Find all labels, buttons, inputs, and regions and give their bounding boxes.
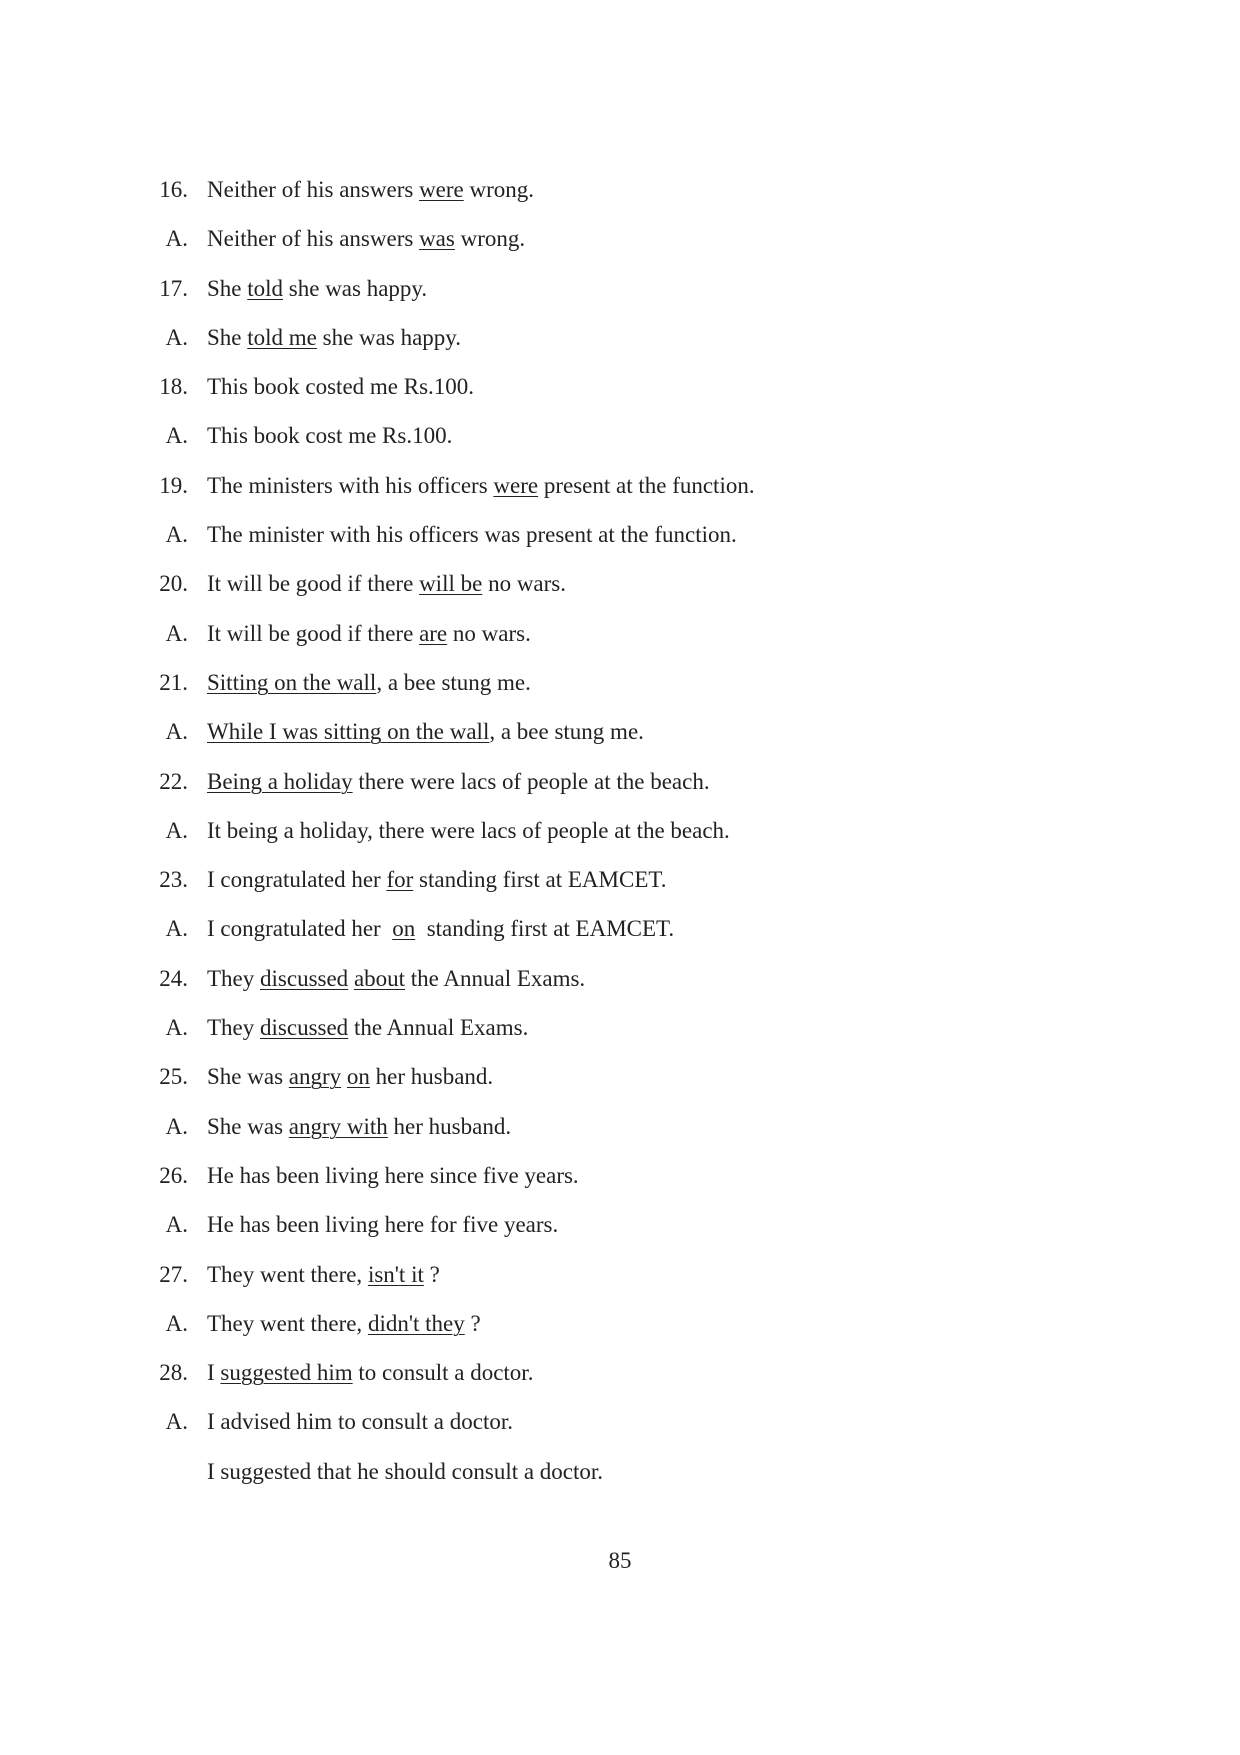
line-text	[207, 1213, 558, 1237]
line-label: A.	[165, 324, 188, 350]
question-line	[0, 1065, 1240, 1114]
text-segment: She was	[207, 1064, 289, 1090]
text-segment: wrong.	[463, 177, 535, 202]
question-line	[0, 178, 1240, 227]
text-segment: she was happy.	[316, 324, 462, 350]
line-text	[207, 572, 566, 596]
question-line	[0, 277, 1240, 326]
text-segment: He has been living here for five years.	[207, 1212, 559, 1238]
underlined-segment: angry	[288, 1064, 342, 1090]
question-line	[0, 1361, 1240, 1410]
line-text	[207, 1164, 579, 1188]
line-label: 26.	[159, 1162, 188, 1188]
question-line	[0, 474, 1240, 523]
text-segment: no wars.	[447, 620, 531, 646]
line-text	[207, 1115, 511, 1139]
line-label: A.	[165, 1310, 188, 1336]
underlined-segment: for	[386, 867, 414, 893]
line-label: 16.	[159, 177, 188, 202]
underlined-segment: were	[493, 472, 539, 498]
text-segment: I	[207, 1360, 221, 1386]
line-label: 17.	[159, 275, 188, 301]
line-text	[207, 227, 525, 251]
underlined-segment: will be	[419, 571, 483, 597]
answer-line	[0, 917, 1240, 966]
question-line	[0, 770, 1240, 819]
line-text	[207, 277, 427, 301]
underlined-segment: suggested him	[220, 1360, 353, 1386]
answer-line	[0, 326, 1240, 375]
underlined-segment: isn't it	[367, 1261, 424, 1287]
underlined-segment: were	[419, 177, 464, 202]
underlined-segment: told	[247, 275, 284, 301]
line-label: A.	[165, 620, 188, 646]
underlined-segment: Sitting on the wall	[207, 669, 377, 695]
text-segment: the Annual Exams.	[405, 965, 586, 991]
text-segment: standing first at EAMCET.	[413, 867, 667, 893]
answer-line	[0, 1115, 1240, 1164]
underlined-segment: Being a holiday	[207, 768, 353, 794]
underlined-segment: While I was sitting on the wall	[207, 719, 490, 745]
line-label: 24.	[159, 965, 188, 991]
line-text	[207, 622, 531, 646]
line-label: A.	[165, 719, 188, 745]
question-line	[0, 572, 1240, 621]
line-text	[207, 424, 452, 448]
text-segment: They went there,	[207, 1310, 368, 1336]
line-text	[207, 671, 531, 695]
text-segment: no wars.	[482, 571, 566, 597]
question-line	[0, 1164, 1240, 1213]
text-segment: The minister with his officers was present at the function.	[207, 522, 737, 548]
text-segment: They	[207, 1015, 261, 1041]
text-segment: I advised him to consult a doctor.	[207, 1409, 513, 1435]
text-segment: She was	[207, 1113, 289, 1139]
line-text	[207, 1410, 513, 1434]
text-segment: Neither of his answers	[207, 177, 420, 202]
line-label: A.	[165, 1015, 188, 1041]
line-label: A.	[165, 226, 188, 252]
exercise-list	[0, 178, 1240, 1509]
answer-line	[0, 523, 1240, 572]
answer-line	[0, 1016, 1240, 1065]
answer-line	[0, 1213, 1240, 1262]
text-segment: I congratulated her	[207, 916, 393, 942]
line-text	[207, 770, 710, 794]
text-segment: , a bee stung me.	[376, 669, 531, 695]
line-label: 19.	[159, 472, 188, 498]
line-label: A.	[165, 423, 188, 449]
answer-line	[0, 227, 1240, 276]
question-line	[0, 671, 1240, 720]
answer-line	[0, 1312, 1240, 1361]
line-text	[207, 326, 461, 350]
underlined-segment: didn't they	[367, 1310, 465, 1336]
line-text	[207, 1016, 528, 1040]
text-segment: It being a holiday, there were lacs of people at the beach.	[207, 817, 730, 843]
text-segment: her husband.	[387, 1113, 512, 1139]
text-segment: I suggested that he should consult a doctor.	[207, 1458, 604, 1484]
line-text	[207, 868, 666, 892]
underlined-segment: told me	[247, 324, 317, 350]
text-segment: I congratulated her	[207, 867, 387, 893]
line-label: 25.	[159, 1064, 188, 1090]
question-line	[0, 868, 1240, 917]
line-label: 18.	[159, 374, 188, 400]
line-label: A.	[165, 522, 188, 548]
text-segment: her husband.	[369, 1064, 494, 1090]
line-text	[207, 1312, 481, 1336]
line-text	[207, 917, 674, 941]
text-segment: , a bee stung me.	[489, 719, 644, 745]
line-text	[207, 967, 585, 991]
answer-continuation-line	[0, 1460, 1240, 1509]
text-segment: He has been living here since five years.	[207, 1162, 579, 1188]
underlined-segment: was	[419, 226, 455, 252]
line-label: A.	[165, 817, 188, 843]
answer-line	[0, 622, 1240, 671]
line-text	[207, 178, 534, 202]
line-label: 21.	[159, 669, 188, 695]
text-segment: standing first at EAMCET.	[415, 916, 675, 942]
line-label: 22.	[159, 768, 188, 794]
question-line	[0, 1263, 1240, 1312]
line-label: 27.	[159, 1261, 188, 1287]
underlined-segment: on	[346, 1064, 370, 1090]
text-segment: to consult a doctor.	[352, 1360, 534, 1386]
underlined-segment: about	[353, 965, 406, 991]
text-segment: She	[207, 324, 248, 350]
line-label: 23.	[159, 867, 188, 893]
line-text	[207, 1361, 533, 1385]
answer-line	[0, 424, 1240, 473]
line-text	[207, 1065, 493, 1089]
text-segment: It will be good if there	[207, 571, 420, 597]
answer-line	[0, 819, 1240, 868]
underlined-segment: are	[419, 620, 448, 646]
underlined-segment: on	[392, 916, 416, 942]
text-segment: This book costed me Rs.100.	[207, 374, 475, 400]
line-label: 20.	[159, 571, 188, 597]
line-label: A.	[165, 1113, 188, 1139]
text-segment: They	[207, 965, 261, 991]
line-label: A.	[165, 916, 188, 942]
underlined-segment: angry with	[288, 1113, 388, 1139]
page-number: 85	[608, 1548, 632, 1573]
text-segment: wrong.	[454, 226, 526, 252]
line-text	[207, 720, 644, 744]
line-text	[207, 819, 730, 843]
text-segment: the Annual Exams.	[348, 1015, 529, 1041]
text-segment: there were lacs of people at the beach.	[352, 768, 710, 794]
text-segment: ?	[464, 1310, 481, 1336]
text-segment: It will be good if there	[207, 620, 420, 646]
line-text	[207, 375, 474, 399]
text-segment: They went there,	[207, 1261, 368, 1287]
line-label: A.	[165, 1409, 188, 1435]
text-segment: The ministers with his officers	[207, 472, 494, 498]
answer-line	[0, 720, 1240, 769]
question-line	[0, 967, 1240, 1016]
question-line	[0, 375, 1240, 424]
text-segment: Neither of his answers	[207, 226, 420, 252]
text-segment: she was happy.	[283, 275, 428, 301]
text-segment: She	[207, 275, 248, 301]
line-text	[207, 474, 755, 498]
line-text	[207, 1460, 603, 1484]
text-segment: This book cost me Rs.100.	[207, 423, 453, 449]
text-segment: present at the function.	[538, 472, 755, 498]
underlined-segment: discussed	[260, 965, 349, 991]
answer-line	[0, 1410, 1240, 1459]
line-text	[207, 1263, 440, 1287]
line-label: 28.	[159, 1360, 188, 1386]
line-text	[207, 523, 737, 547]
line-label: A.	[165, 1212, 188, 1238]
underlined-segment: discussed	[260, 1015, 349, 1041]
text-segment: ?	[423, 1261, 440, 1287]
